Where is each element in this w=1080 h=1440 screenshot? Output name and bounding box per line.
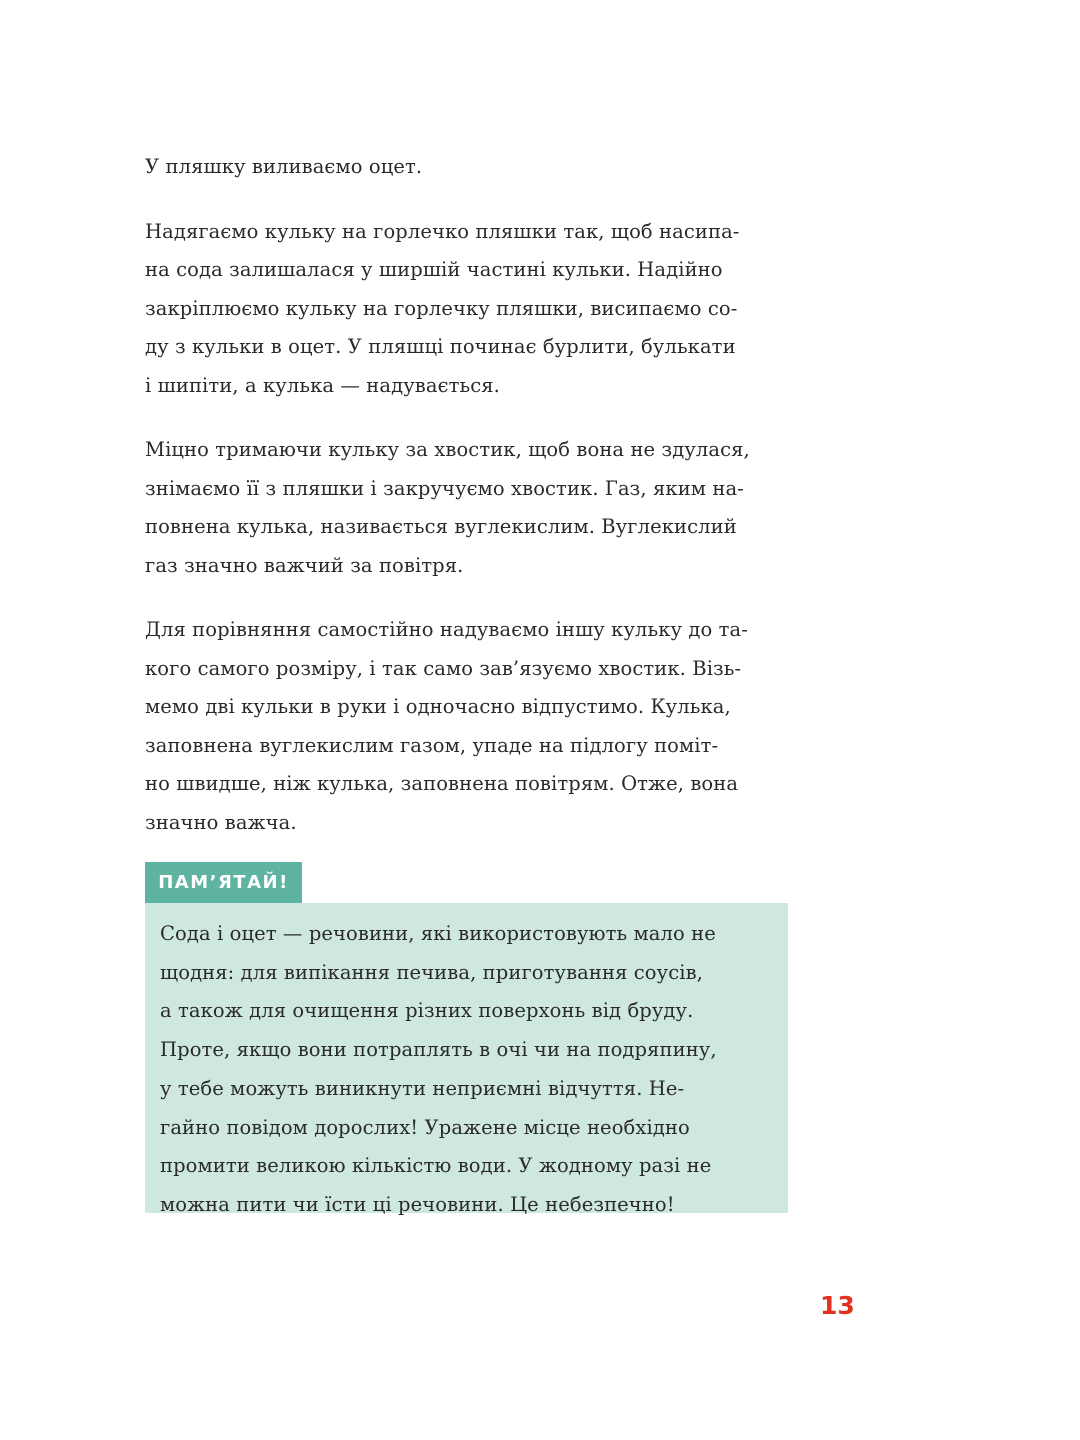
paragraph-1 [145,148,795,187]
text-line: значно важча. [145,810,297,834]
remember-label: ПАМ’ЯТАЙ! [145,862,302,903]
text-line: на сода залишалася у ширшій частині кульки. Надійно [145,258,723,281]
text-line: Для порівняння самостійно надуваємо іншу кульку до та- [145,618,748,641]
memo-line: промити великою кількістю води. У жодному разі не [160,1154,712,1178]
main-text [145,148,795,868]
paragraph-2 [145,213,795,406]
text-line: знімаємо її з пляшки і закручуємо хвостик. Газ, яким на- [145,476,744,500]
text-line: і шипіти, а кулька — надувається. [145,373,500,397]
memo-line: у тебе можуть виникнути неприємні відчуття. Не- [160,1076,685,1100]
text-line: У пляшку виливаємо оцет. [145,155,423,178]
memo-line: а також для очищення різних поверхонь від бруду. [160,999,694,1023]
text-line: закріплюємо кульку на горлечку пляшки, висипаємо со- [145,296,738,320]
text-line: Міцно тримаючи кульку за хвостик, щоб вона не здулася, [145,438,750,461]
text-line: кого самого розміру, і так само зав’язуємо хвостик. Візь- [145,656,742,680]
paragraph-3 [145,431,795,585]
text-line: но швидше, ніж кулька, заповнена повітрям. Отже, вона [145,772,739,795]
text-line: заповнена вуглекислим газом, упаде на підлогу поміт- [145,733,719,757]
memo-line: щодня: для випікання печива, приготування соусів, [160,960,703,984]
text-line: повнена кулька, називається вуглекислим. Вуглекислий [145,515,737,538]
paragraph-4 [145,611,795,842]
text-line: мемо дві кульки в руки і одночасно відпустимо. Кулька, [145,695,731,718]
page-number: 13 [820,1291,855,1320]
memo-line: Сода і оцет — речовини, які використовують мало не [160,922,716,945]
memo-line: Проте, якщо вони потраплять в очі чи на подряпину, [160,1038,717,1062]
text-line: Надягаємо кульку на горлечко пляшки так, щоб насипа- [145,219,740,243]
remember-box [145,903,788,1216]
memo-line: гайно повідом дорослих! Уражене місце необхідно [160,1115,690,1139]
text-line: газ значно важчий за повітря. [145,553,464,577]
text-line: ду з кульки в оцет. У пляшці починає бурлити, булькати [145,335,736,358]
memo-line: можна пити чи їсти ці речовини. Це небезпечно! [160,1192,675,1216]
